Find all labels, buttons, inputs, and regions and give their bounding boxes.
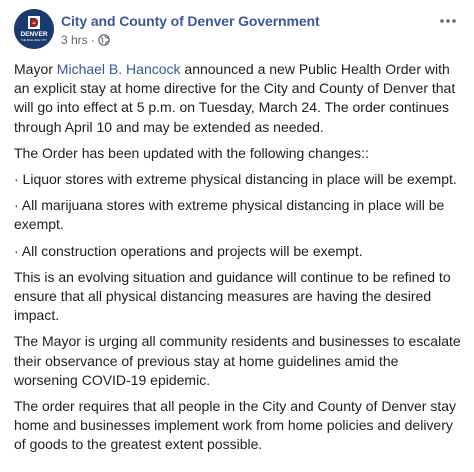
post-bullet-item: · All construction operations and projects will be exempt. bbox=[14, 242, 363, 259]
globe-icon[interactable] bbox=[98, 34, 110, 46]
avatar[interactable] bbox=[14, 9, 54, 49]
paragraph-text: Mayor bbox=[14, 61, 57, 77]
post-timestamp[interactable]: 3 hrs bbox=[61, 33, 88, 47]
post-body bbox=[14, 60, 466, 462]
post-paragraph: The order requires that all people in the City and County of Denver stay home and businesses implement work from home policies and delivery of goods to the greatest extent possible. bbox=[14, 398, 457, 453]
post-paragraph bbox=[14, 60, 466, 137]
page-name-link[interactable]: City and County of Denver Government bbox=[61, 13, 320, 29]
denver-logo-icon bbox=[14, 9, 54, 49]
post-bullet-item: · All marijuana stores with extreme physical distancing in place will be exempt. bbox=[14, 197, 445, 233]
paragraph-text: announced a new Public Health Order with an explicit stay at home directive for the City and County of Denver that will go into effect at 5 p.m. on Tuesday, March 24. The order continues through April 10 and may be extended as needed. bbox=[14, 61, 456, 135]
post-header bbox=[14, 9, 464, 53]
avatar-logo-text: DENVER bbox=[20, 31, 48, 38]
post-paragraph: The Order has been updated with the following changes:: bbox=[14, 144, 369, 161]
meta-separator: · bbox=[90, 33, 95, 47]
post-meta bbox=[61, 33, 110, 47]
avatar-tagline: THE MILE HIGH CITY bbox=[21, 39, 47, 42]
post-paragraph: This is an evolving situation and guidance will continue to be refined to ensure that all physical distancing measures are having the desired impact. bbox=[14, 268, 451, 324]
post-bullet-item: · Liquor stores with extreme physical distancing in place will be exempt. bbox=[14, 171, 457, 188]
mayor-profile-link[interactable]: Michael B. Hancock bbox=[56, 61, 181, 77]
more-options-icon[interactable] bbox=[438, 13, 458, 29]
post-paragraph: The Mayor is urging all community residents and businesses to escalate their observance of previous stay at home guidelines amid the worsening COVID-19 epidemic. bbox=[14, 333, 461, 388]
